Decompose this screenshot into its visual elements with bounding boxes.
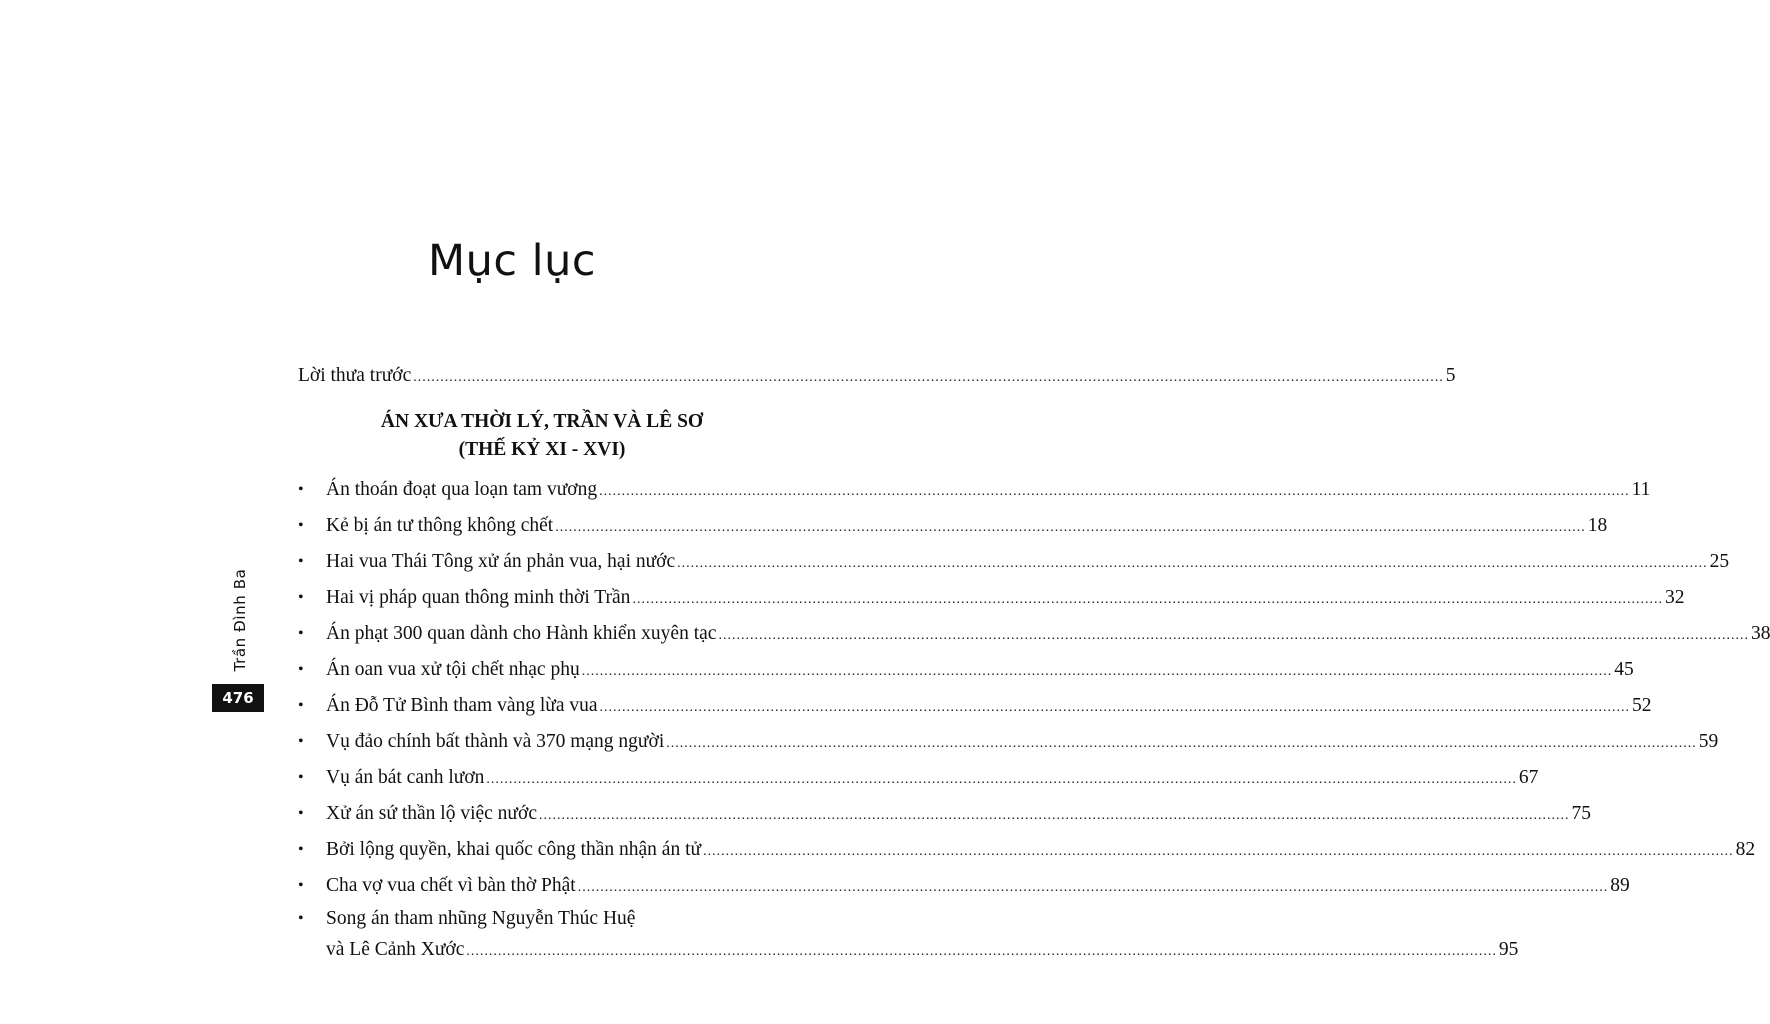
toc-item[interactable] [298,580,1685,616]
toc-entry-label: Kẻ bị án tư thông không chết [326,515,554,536]
toc-entry-page: 18 [1587,515,1608,536]
bullet-icon: • [298,910,304,927]
running-author [228,565,252,675]
toc-entry-page: 5 [1445,365,1456,386]
bullet-icon: • [298,553,304,570]
toc-item[interactable] [298,832,1756,868]
dot-leader: ..................................................................................................................................................................................................................................... [538,808,1570,823]
toc-entry-label: Cha vợ vua chết vì bàn thờ Phật [326,875,576,896]
toc-entry-preface[interactable] [298,358,1456,394]
bullet-icon: • [298,769,304,786]
toc-entry-label: Hai vị pháp quan thông minh thời Trần [326,587,631,608]
toc-entry-label: Vụ đảo chính bất thành và 370 mạng người [326,731,665,752]
toc-item[interactable] [298,796,1591,832]
dot-leader: ..................................................................................................................................................................................................................................... [703,844,1734,859]
toc-item[interactable] [298,472,1651,508]
section-heading [298,408,786,464]
toc-item[interactable] [298,508,1608,544]
toc-entry-label-line1: Song án tham nhũng Nguyễn Thúc Huệ [326,908,636,929]
toc-entry-label: Hai vua Thái Tông xử án phản vua, hại nước [326,551,676,572]
bullet-icon: • [298,841,304,858]
toc-entry-page: 59 [1698,731,1719,752]
page-number-badge: 476 [212,684,264,712]
toc-entry-label: Xử án sứ thần lộ việc nước [326,803,537,824]
bullet-icon: • [298,733,304,750]
toc-item-multiline[interactable] [298,904,1519,966]
dot-leader: ..................................................................................................................................................................................................................................... [666,736,1697,751]
toc-entry-label: Vụ án bát canh lươn [326,767,485,788]
bullet-icon: • [298,589,304,606]
dot-leader: ..................................................................................................................................................................................................................................... [555,520,1586,535]
toc-entry-label: Bởi lộng quyền, khai quốc công thần nhận án tử [326,839,702,860]
dot-leader: ..................................................................................................................................................................................................................................... [718,628,1749,643]
bullet-icon: • [298,625,304,642]
toc-entry-page: 75 [1571,803,1591,824]
toc-item[interactable] [298,760,1539,796]
section-heading-line: ÁN XƯA THỜI LÝ, TRẦN VÀ LÊ SƠ [380,411,704,432]
toc-entry-page: 45 [1614,659,1634,680]
dot-leader: ..................................................................................................................................................................................................................................... [632,592,1663,607]
bullet-icon: • [298,661,304,678]
toc-entry-page: 67 [1518,767,1539,788]
bullet-icon: • [298,697,304,714]
toc-list [298,472,1770,966]
toc-entry-label: Án phạt 300 quan dành cho Hành khiển xuyên tạc [326,623,717,644]
dot-leader: ..................................................................................................................................................................................................................................... [677,556,1708,571]
toc-entry-label: Án Đỗ Tử Bình tham vàng lừa vua [326,695,598,716]
toc-entry-label-line2: và Lê Cảnh Xước [326,939,465,960]
toc-entry-label: Án thoán đoạt qua loạn tam vương [326,479,598,500]
toc-entry-page: 52 [1632,695,1652,716]
table-of-contents [298,358,1770,966]
toc-entry-page: 95 [1498,939,1519,960]
section-heading-subline: (THẾ KỶ XI - XVI) [458,439,626,460]
toc-entry-page: 89 [1610,875,1630,896]
dot-leader: ..................................................................................................................................................................................................................................... [599,700,1631,715]
toc-entry-label: Lời thưa trước [298,365,412,386]
dot-leader: ..................................................................................................................................................................................................................................... [581,664,1613,679]
dot-leader: ..................................................................................................................................................................................................................................... [486,772,1517,787]
toc-item[interactable] [298,688,1652,724]
toc-item[interactable] [298,544,1730,580]
toc-item[interactable] [298,868,1630,904]
dot-leader: ..................................................................................................................................................................................................................................... [413,370,1444,385]
toc-entry-page: 32 [1664,587,1685,608]
dot-leader: ..................................................................................................................................................................................................................................... [466,944,1497,959]
toc-entry-label: Án oan vua xử tội chết nhạc phụ [326,659,580,680]
bullet-icon: • [298,877,304,894]
toc-item[interactable] [298,652,1634,688]
author-name: Trần Đình Ba [231,568,249,672]
bullet-icon: • [298,805,304,822]
page-title: Mục lục [427,236,596,286]
toc-item[interactable] [298,616,1770,652]
toc-entry-page: 25 [1709,551,1730,572]
toc-entry-page: 82 [1735,839,1756,860]
toc-entry-page: 38 [1750,623,1770,644]
dot-leader: ..................................................................................................................................................................................................................................... [599,484,1630,499]
bullet-icon: • [298,481,304,498]
bullet-icon: • [298,517,304,534]
toc-entry-page: 11 [1631,479,1651,500]
toc-item[interactable] [298,724,1719,760]
dot-leader: ..................................................................................................................................................................................................................................... [577,880,1609,895]
